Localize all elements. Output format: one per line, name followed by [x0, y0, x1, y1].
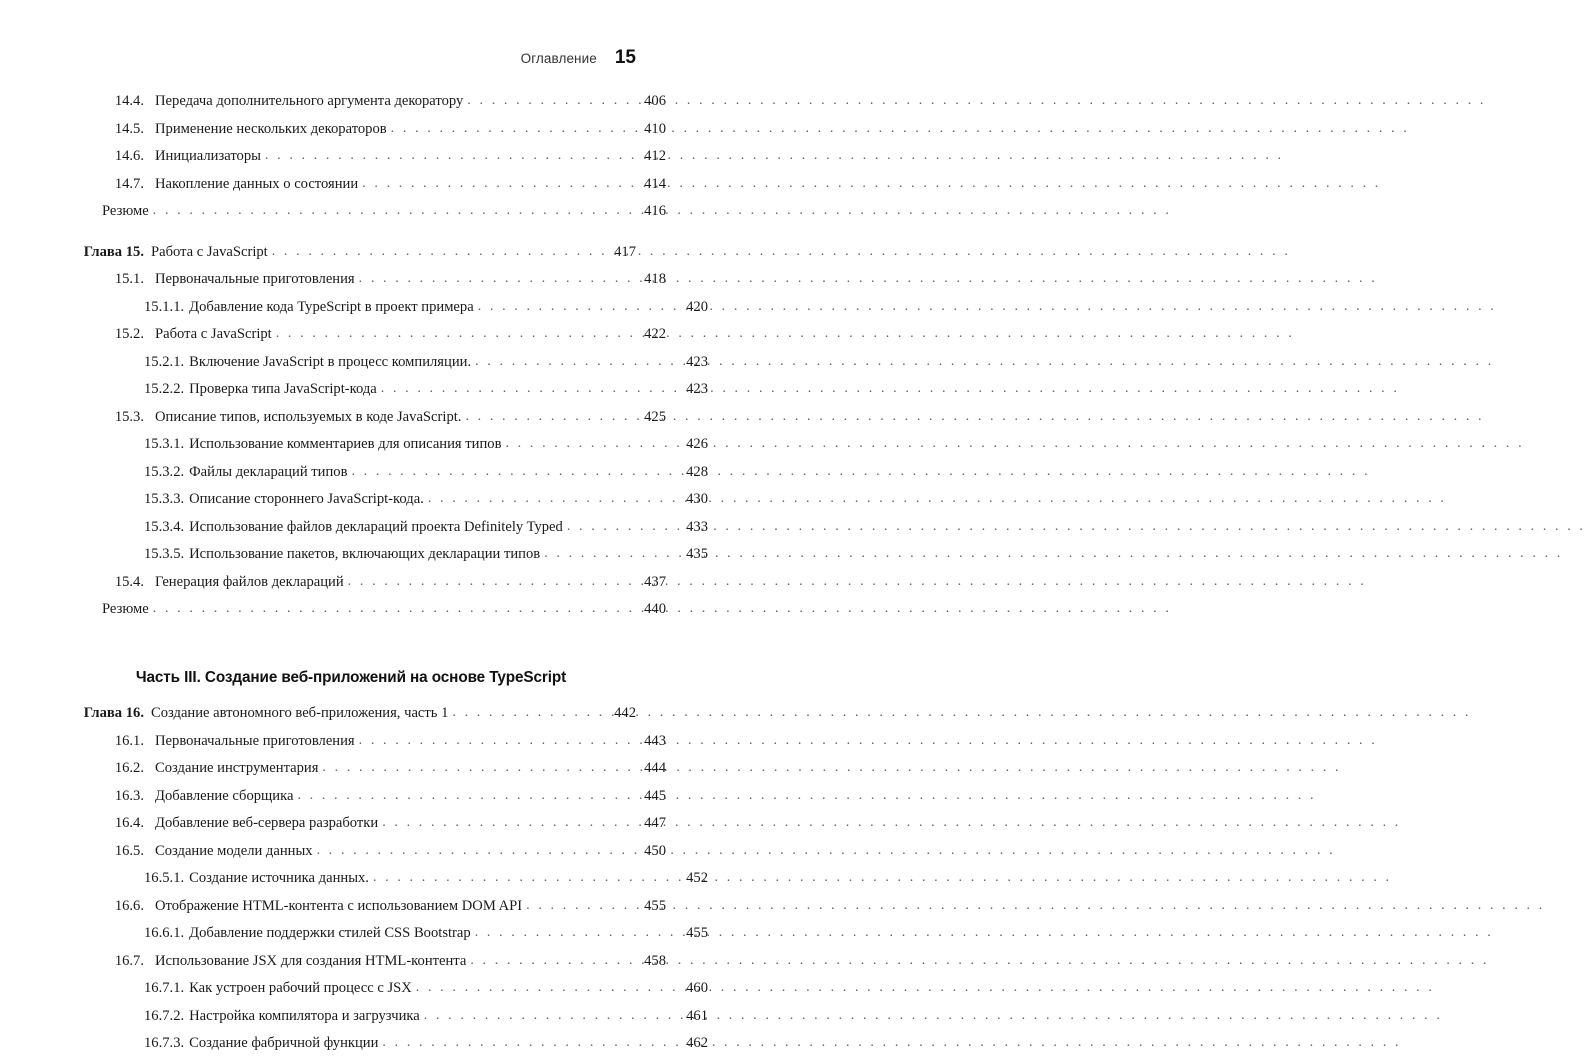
toc-entry-title: Генерация файлов деклараций [155, 573, 344, 590]
toc-entry-title: Первоначальные приготовления [155, 271, 355, 287]
dot-leader [362, 177, 633, 191]
toc-entry-row[interactable] [72, 789, 666, 817]
dot-leader [505, 437, 675, 451]
toc-entry-row[interactable] [72, 520, 708, 548]
toc-entry-row[interactable] [72, 761, 666, 789]
toc-entry-row[interactable] [72, 382, 708, 410]
toc-entry-title: Использование пакетов, включающих декларации типов [189, 546, 541, 562]
toc-entry-number: Глава 16. [83, 705, 144, 721]
toc-entry-title: Создание источника данных. [189, 870, 369, 886]
toc-entry-page-number: 406 [644, 93, 666, 109]
toc-entry-page-number: 423 [686, 353, 708, 370]
dot-leader [416, 981, 675, 995]
toc-entry-title: Первоначальные приготовления [155, 732, 355, 749]
toc-entry-title: Добавление поддержки стилей CSS Bootstrap [189, 925, 471, 941]
toc-entry-number: 16.3. [114, 787, 144, 804]
toc-entry-row[interactable] [72, 272, 666, 300]
toc-entry-page-number: 440 [644, 601, 666, 617]
toc-entry-title: Добавление сборщика [155, 787, 294, 804]
toc-entry-number: 16.2. [114, 760, 144, 776]
toc-entry-page-number: 433 [686, 518, 708, 535]
toc-entry-title: Отображение HTML-контента с использованием DOM API [155, 897, 523, 914]
dot-leader [382, 1036, 675, 1050]
toc-entry-number: Глава 15. [83, 243, 144, 260]
toc-entry-number: 15.1.1. [144, 298, 185, 315]
toc-entry-number: 15.3.3. [144, 491, 185, 507]
toc-entry-number: 15.2.2. [144, 381, 185, 397]
toc-entry-title: Включение JavaScript в процесс компиляции. [189, 353, 472, 370]
toc-entry-title: Резюме [102, 203, 149, 219]
toc-entry-page-number: 445 [644, 787, 666, 804]
toc-entry-number: 16.7.1. [144, 980, 185, 996]
toc-page [0, 0, 708, 1051]
dot-leader [322, 761, 633, 775]
dot-leader [373, 871, 675, 885]
dot-leader [359, 734, 633, 748]
toc-entry-title: Описание типов, используемых в коде JavaScript. [155, 408, 462, 425]
toc-entry-row[interactable] [72, 547, 708, 575]
toc-entry-title: Передача дополнительного аргумента декоратору [155, 93, 464, 109]
dot-leader [467, 94, 633, 108]
toc-entry-number: 16.4. [114, 815, 144, 831]
toc-entry-page-number: 414 [644, 175, 666, 192]
toc-entry-title: Добавление кода TypeScript в проект примера [189, 298, 474, 315]
toc-entry-number: 15.3.1. [144, 436, 185, 452]
dot-leader [526, 899, 633, 913]
toc-entry-page-number: 455 [644, 897, 666, 914]
toc-entry-title: Использование файлов деклараций проекта Definitely Typed [189, 518, 563, 535]
dot-leader [153, 602, 633, 616]
toc-entry-row[interactable] [72, 602, 666, 630]
dot-leader [297, 789, 633, 803]
dot-leader [348, 575, 633, 589]
dot-leader [544, 547, 675, 561]
toc-entry-page-number: 435 [686, 546, 708, 562]
toc-entry-page-number: 447 [644, 815, 666, 831]
toc-entry-row[interactable] [72, 844, 666, 872]
table-of-contents [72, 93, 708, 1064]
toc-entry-row[interactable] [72, 204, 666, 232]
toc-entry-row[interactable] [72, 492, 708, 520]
toc-entry-title: Файлы деклараций типов [189, 463, 348, 480]
toc-entry-page-number: 425 [644, 408, 666, 425]
dot-leader [424, 1009, 675, 1023]
dot-leader [465, 410, 633, 424]
toc-entry-number: 15.3. [114, 408, 144, 425]
toc-entry-page-number: 423 [686, 381, 708, 397]
toc-entry-title: Создание модели данных [155, 842, 313, 859]
dot-leader [272, 245, 603, 259]
part-heading: Часть III. Создание веб-приложений на основе TypeScript [135, 669, 567, 687]
toc-entry-page-number: 450 [644, 842, 666, 859]
dot-leader [265, 149, 633, 163]
toc-entry-number: 15.1. [114, 271, 144, 287]
toc-entry-row[interactable] [72, 899, 666, 927]
dot-leader [478, 300, 675, 314]
dot-leader [276, 327, 633, 341]
toc-entry-page-number: 460 [686, 980, 708, 996]
toc-entry-title: Использование JSX для создания HTML-контента [155, 952, 467, 969]
toc-entry-page-number: 443 [644, 732, 666, 749]
toc-entry-number: 15.3.2. [144, 463, 185, 480]
toc-entry-row[interactable] [72, 926, 708, 954]
dot-leader [452, 706, 603, 720]
toc-entry-row[interactable] [72, 355, 708, 383]
toc-entry-page-number: 442 [614, 705, 636, 721]
dot-leader [153, 204, 633, 218]
toc-entry-title: Использование комментариев для описания типов [189, 436, 502, 452]
toc-entry-row[interactable] [72, 122, 666, 150]
toc-entry-number: 15.4. [114, 573, 144, 590]
toc-entry-row[interactable] [72, 816, 666, 844]
toc-entry-row[interactable] [72, 327, 666, 355]
toc-entry-number: 15.3.4. [144, 518, 185, 535]
toc-entry-row[interactable] [72, 177, 666, 205]
dot-leader [475, 355, 675, 369]
toc-entry-title: Применение нескольких декораторов [155, 120, 387, 137]
running-head-title: Оглавление [520, 51, 597, 66]
toc-entry-row[interactable] [72, 149, 666, 177]
toc-entry-page-number: 420 [686, 298, 708, 315]
dot-leader [351, 465, 675, 479]
toc-entry-title: Накопление данных о состоянии [155, 175, 359, 192]
toc-entry-page-number: 416 [644, 203, 666, 219]
toc-entry-page-number: 444 [644, 760, 666, 776]
toc-entry-page-number: 437 [644, 573, 666, 590]
toc-chapter-row[interactable] [72, 706, 636, 734]
toc-entry-title: Проверка типа JavaScript-кода [189, 381, 377, 397]
toc-entry-row[interactable] [72, 437, 708, 465]
toc-entry-title: Создание фабричной функции [189, 1035, 379, 1051]
toc-entry-number: 16.7.2. [144, 1007, 185, 1024]
toc-entry-page-number: 461 [686, 1007, 708, 1024]
toc-entry-number: 16.5.1. [144, 870, 185, 886]
running-head [521, 47, 636, 69]
toc-entry-title: Резюме [102, 601, 149, 617]
toc-entry-number: 16.1. [114, 732, 144, 749]
toc-entry-title: Работа с JavaScript [151, 243, 268, 260]
toc-entry-page-number: 417 [614, 243, 636, 260]
toc-entry-number: 16.7.3. [144, 1035, 185, 1051]
toc-entry-number: 14.6. [114, 148, 144, 164]
toc-entry-page-number: 426 [686, 436, 708, 452]
toc-entry-row[interactable] [72, 94, 666, 122]
dot-leader [475, 926, 675, 940]
toc-entry-number: 14.7. [114, 175, 144, 192]
toc-entry-number: 15.2. [114, 326, 144, 342]
toc-entry-number: 15.3.5. [144, 546, 185, 562]
toc-entry-number: 16.6.1. [144, 925, 185, 941]
dot-leader [317, 844, 633, 858]
toc-entry-row[interactable] [72, 871, 708, 899]
toc-entry-page-number: 410 [644, 120, 666, 137]
toc-entry-row[interactable] [72, 1009, 708, 1037]
dot-leader [359, 272, 633, 286]
toc-entry-row[interactable] [72, 734, 666, 762]
toc-entry-title: Добавление веб-сервера разработки [155, 815, 379, 831]
toc-entry-title: Описание стороннего JavaScript-кода. [189, 491, 424, 507]
toc-entry-title: Создание инструментария [155, 760, 319, 776]
running-head-folio: 15 [614, 47, 636, 68]
toc-entry-row[interactable] [72, 575, 666, 603]
toc-entry-title: Создание автономного веб-приложения, часть 1 [151, 705, 449, 721]
toc-entry-page-number: 418 [644, 271, 666, 287]
dot-leader [381, 382, 675, 396]
toc-entry-number: 14.5. [114, 120, 144, 137]
toc-entry-number: 16.5. [114, 842, 144, 859]
toc-entry-page-number: 428 [686, 463, 708, 480]
dot-leader [382, 816, 633, 830]
toc-entry-row[interactable] [72, 465, 708, 493]
toc-entry-row[interactable] [72, 1036, 708, 1064]
toc-entry-row[interactable] [72, 300, 708, 328]
dot-leader [391, 122, 633, 136]
toc-entry-title: Работа с JavaScript [155, 326, 272, 342]
toc-entry-number: 16.7. [114, 952, 144, 969]
toc-entry-page-number: 455 [686, 925, 708, 941]
toc-entry-page-number: 430 [686, 491, 708, 507]
toc-entry-number: 16.6. [114, 897, 144, 914]
toc-entry-page-number: 462 [686, 1035, 708, 1051]
dot-leader [567, 520, 675, 534]
dot-leader [470, 954, 633, 968]
toc-entry-row[interactable] [72, 981, 708, 1009]
toc-entry-title: Инициализаторы [155, 148, 261, 164]
toc-chapter-row[interactable] [72, 245, 636, 273]
toc-entry-row[interactable] [72, 410, 666, 438]
toc-entry-title: Настройка компилятора и загрузчика [189, 1007, 420, 1024]
toc-entry-page-number: 458 [644, 952, 666, 969]
dot-leader [428, 492, 675, 506]
toc-entry-page-number: 422 [644, 326, 666, 342]
toc-entry-number: 14.4. [114, 93, 144, 109]
toc-entry-title: Как устроен рабочий процесс с JSX [189, 980, 412, 996]
toc-entry-number: 15.2.1. [144, 353, 185, 370]
toc-entry-page-number: 452 [686, 870, 708, 886]
toc-entry-page-number: 412 [644, 148, 666, 164]
toc-entry-row[interactable] [72, 954, 666, 982]
